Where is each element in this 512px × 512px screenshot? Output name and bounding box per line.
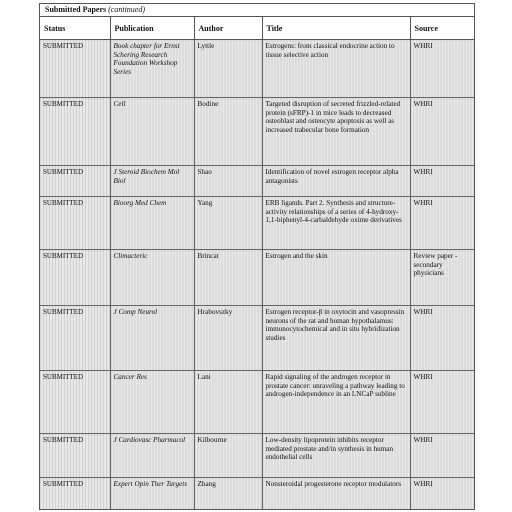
author-cell: Shao: [194, 166, 262, 197]
author-cell: Lani: [194, 371, 262, 434]
author-cell: Brincat: [194, 250, 262, 306]
status-cell: SUBMITTED: [40, 98, 110, 166]
column-header-source: Source: [410, 17, 474, 40]
author-cell: Hrabovszky: [194, 306, 262, 371]
publication-cell: J Cardiovasc Pharmacol: [110, 434, 194, 478]
title-cell: ERB ligands. Part 2. Synthesis and structure-activity relationships of a series of 4-hydroxy-1,1-biphenyl-4-carbaldehyde oxime derivatives: [262, 197, 410, 250]
publication-cell: Climacteric: [110, 250, 194, 306]
source-cell: WHRI: [410, 306, 474, 371]
column-header-title: Title: [262, 17, 410, 40]
source-cell: WHRI: [410, 434, 474, 478]
title-cell: Estrogen and the skin: [262, 250, 410, 306]
column-header-author: Author: [194, 17, 262, 40]
title-cell: Nonsteroidal progesterone receptor modulators: [262, 478, 410, 510]
caption-title: Submitted Papers: [45, 5, 107, 14]
source-cell: WHRI: [410, 40, 474, 98]
title-cell: Targeted disruption of secreted frizzled-related protein (sFRP)-1 in mice leads to decreased osteoblast and osteocyte apoptosis as well as increased trabecular bone formation: [262, 98, 410, 166]
table-row: [40, 478, 474, 510]
table-row: [40, 40, 474, 98]
publication-cell: Book chapter for Ernst Schering Research Foundation Workshop Series: [110, 40, 194, 98]
publication-cell: J Comp Neurol: [110, 306, 194, 371]
status-cell: SUBMITTED: [40, 306, 110, 371]
status-cell: SUBMITTED: [40, 478, 110, 510]
source-cell: WHRI: [410, 98, 474, 166]
table-row: [40, 166, 474, 197]
source-cell: Review paper - secondary physicians: [410, 250, 474, 306]
column-header-publication: Publication: [110, 17, 194, 40]
table-caption: [40, 4, 474, 17]
status-cell: SUBMITTED: [40, 250, 110, 306]
publication-cell: Cancer Res: [110, 371, 194, 434]
title-cell: Identification of novel estrogen receptor alpha antagonists: [262, 166, 410, 197]
author-cell: Zhang: [194, 478, 262, 510]
table-row: [40, 98, 474, 166]
table-row: [40, 306, 474, 371]
column-header-status: Status: [40, 17, 110, 40]
source-cell: WHRI: [410, 371, 474, 434]
table-row: [40, 197, 474, 250]
author-cell: Kilbourne: [194, 434, 262, 478]
status-cell: SUBMITTED: [40, 434, 110, 478]
status-cell: SUBMITTED: [40, 166, 110, 197]
caption-continued: (continued): [108, 5, 145, 14]
status-cell: SUBMITTED: [40, 40, 110, 98]
table-row: [40, 250, 474, 306]
publication-cell: J Steroid Biochem Mol Biol: [110, 166, 194, 197]
publication-cell: Expert Opin Ther Targets: [110, 478, 194, 510]
source-cell: WHRI: [410, 166, 474, 197]
author-cell: Yang: [194, 197, 262, 250]
author-cell: Lyttle: [194, 40, 262, 98]
table-row: [40, 371, 474, 434]
title-cell: Low-density lipoprotein inhibits receptor mediated prostate and/in synthesis in human endothelial cells: [262, 434, 410, 478]
publication-cell: Cell: [110, 98, 194, 166]
title-cell: Rapid signaling of the androgen receptor in prostate cancer: unraveling a pathway leading to androgen-independence in an LNCaP subline: [262, 371, 410, 434]
title-cell: Estrogen receptor-β in oxytocin and vasopressin neurons of the rat and human hypothalamus: immunocytochemical and in situ hybridization studies: [262, 306, 410, 371]
status-cell: SUBMITTED: [40, 371, 110, 434]
author-cell: Bodine: [194, 98, 262, 166]
header-row: [40, 17, 474, 40]
source-cell: WHRI: [410, 478, 474, 510]
table-row: [40, 434, 474, 478]
publication-cell: Bioorg Med Chem: [110, 197, 194, 250]
document-page: [39, 3, 475, 510]
status-cell: SUBMITTED: [40, 197, 110, 250]
submitted-papers-table: [40, 17, 474, 510]
title-cell: Estrogens: from classical endocrine action to tissue selective action: [262, 40, 410, 98]
source-cell: WHRI: [410, 197, 474, 250]
